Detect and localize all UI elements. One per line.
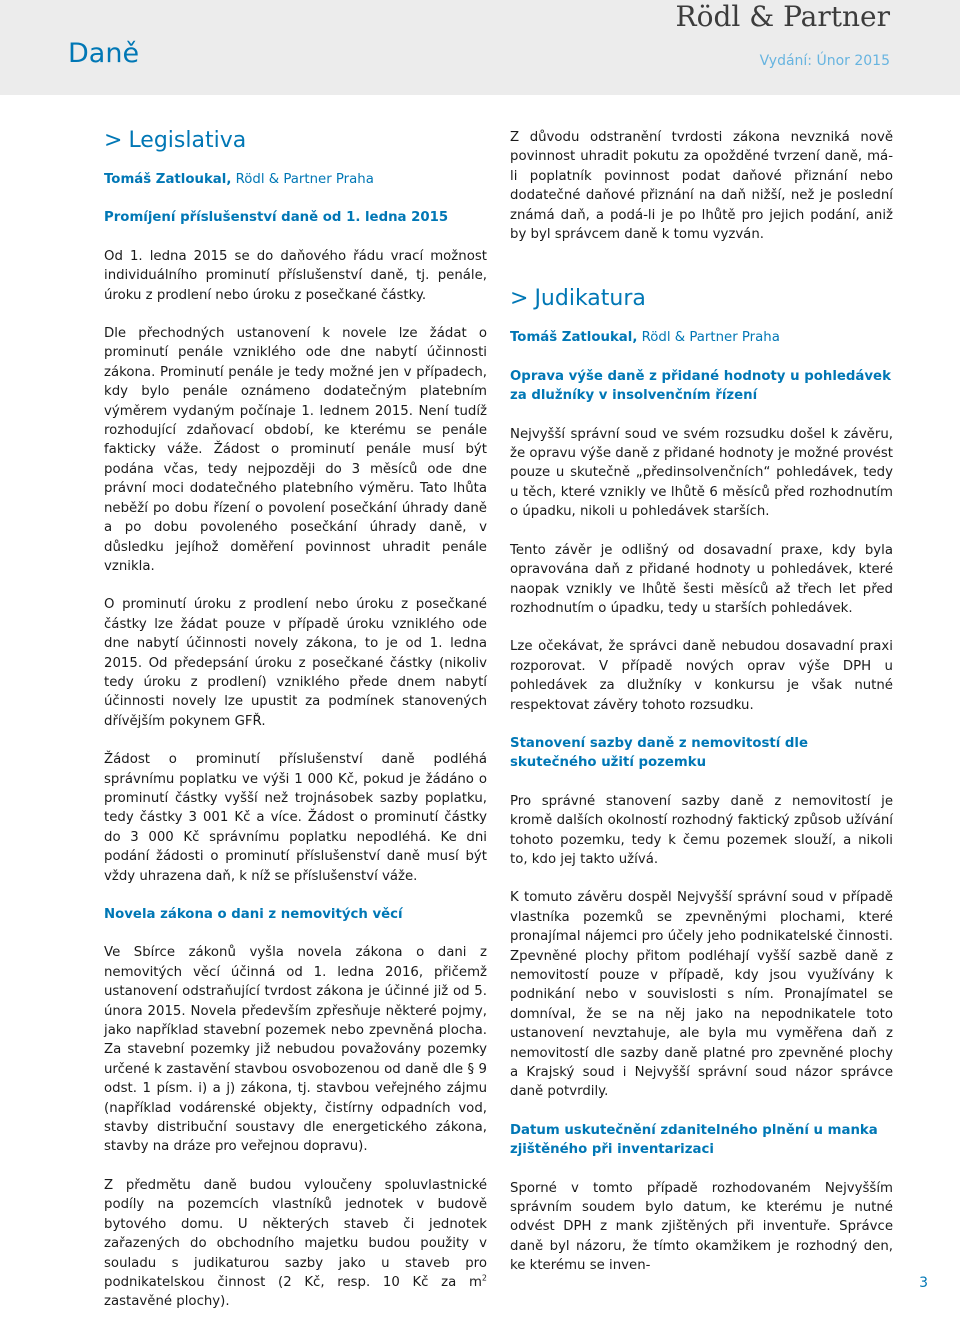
left-column bbox=[104, 128, 487, 1331]
paragraph: Ve Sbírce zákonů vyšla novela zákona o dani z nemovitých věcí účinná od 1. ledna 2016, přičemž ustanovení odstraňující tvrdost zákona je účinné již od 5. února 2015. Novela především zpřesňuje některé pojmy, jako například stavební pozemek nebo zpevněná plocha. Za stavební pozemky již nebudou považovány pozemky určené k zastavění stavbou osvobozenou od daně dle § 9 odst. 1 písm. i) a j) zákona, tj. stavbou veřejného zájmu (například vodárenské objekty, čistírny odpadních vod, stavby distribuční soustavy dle energetického zákona, stavby na dráze pro veřejnou dopravu). bbox=[104, 945, 487, 1155]
subheading: Novela zákona o dani z nemovitých věcí bbox=[104, 907, 403, 922]
heading-text: Judikatura bbox=[534, 286, 646, 312]
heading-text: Legislativa bbox=[128, 128, 247, 153]
paragraph: Nejvyšší správní soud ve svém rozsudku došel k závěru, že opravu výše daně z přidané hodnoty je možné provést pouze u skutečně „předinsolvenčních“ pohledávek, tedy u těch, které vznikly ve lhůtě 6 měsíců před rozhodnutím o úpadku, nikoli u pohledávek starších. bbox=[510, 426, 893, 520]
heading-marker: > bbox=[104, 128, 123, 153]
author-line bbox=[510, 328, 893, 347]
paragraph: Z důvodu odstranění tvrdosti zákona nevzniká nově povinnost uhradit pokutu za opožděné tvrzení daně, má-li poplatník povinnost podat daňové přiznání nebo dodatečné daňové přiznání na daň nižší, než je poslední známá daň, a podá-li je po lhůtě pro jejich podání, aniž by byl správcem daně k tomu vyzván. bbox=[510, 130, 893, 243]
subheading: Stanovení sazby daně z nemovitostí dle skutečného užití pozemku bbox=[510, 735, 809, 771]
paragraph: Žádost o prominutí příslušenství daně podléhá správnímu poplatku ve výši 1 000 Kč, pokud je žádáno o prominutí částky vyšší než trojnásobek sazby poplatku, tedy částky 3 001 Kč a více. Žádost o prominutí částky do 3 000 Kč správnímu poplatku nepodléhá. Ke dni podání žádosti o prominutí příslušenství daně musí být vždy uhrazena daň, k níž se příslušenství váže. bbox=[104, 752, 487, 884]
page-number: 3 bbox=[919, 1275, 928, 1291]
author-org: Rödl & Partner Praha bbox=[235, 172, 374, 187]
brand-logo: Rödl & Partner bbox=[675, 0, 890, 33]
heading-marker: > bbox=[510, 286, 529, 312]
author-org: Rödl & Partner Praha bbox=[641, 330, 780, 346]
author-name: Tomáš Zatloukal, bbox=[510, 330, 638, 346]
author-line bbox=[104, 170, 487, 189]
paragraph: Dle přechodných ustanovení k novele lze žádat o prominutí penále vzniklého ode dne nabytí účinnosti zákona. Prominutí penále je tedy možné jen v případech, kdy bylo penále oznámeno dodatečným platebním výměrem vydaným počínaje 1. lednem 2015. Není tudíž rozhodující zdaňovací období, ke kterému se penále fakticky váže. Žádost o prominutí penále musí být podána včas, tedy nejpozději do 3 měsíců ode dne právní moci dodatečného platebního výměru. Tato lhůta neběží po dobu řízení o povolení posečkání úhrady daně a po dobu povoleného posečkání úhrady daně, v důsledku jejíhož doměření povinnost uhradit penále vznikla. bbox=[104, 326, 487, 574]
paragraph-text: zastavěné plochy). bbox=[104, 1294, 230, 1310]
paragraph: Sporné v tomto případě rozhodovaném Nejvyšším správním soudem bylo datum, ke kterému je nutné odvést DPH z mank zjištěných při inventuře. Správce daně byl názoru, že tímto okamžikem je rozhodný den, ke kterému se inven- bbox=[510, 1180, 893, 1274]
superscript: 2 bbox=[481, 1273, 487, 1283]
paragraph: Pro správné stanovení sazby daně z nemovitostí je kromě dalších okolností rozhodný faktický způsob užívání tohoto pozemku, tedy k čemu pozemek slouží, a nikoli to, kdo jej takto užívá. bbox=[510, 793, 893, 867]
paragraph-text: Z předmětu daně budou vyloučeny spoluvlastnické podíly na pozemcích vlastníků jednotek v budově bytového domu. U některých staveb či jednotek zařazených do obchodního majetku budou použity v souladu s judikaturou sazby jako u staveb pro podnikatelskou činnost (2 Kč, resp. 10 Kč za m bbox=[104, 1177, 487, 1290]
legislativa-heading bbox=[104, 128, 487, 154]
right-column bbox=[510, 128, 893, 1295]
issue-date: Vydání: Únor 2015 bbox=[759, 53, 890, 69]
judikatura-heading bbox=[510, 286, 893, 312]
subheading: Promíjení příslušenství daně od 1. ledna 2015 bbox=[104, 210, 449, 226]
page-header bbox=[0, 0, 960, 95]
subheading: Oprava výše daně z přidané hodnoty u pohledávek za dlužníky v insolvenčním řízení bbox=[510, 368, 891, 404]
paragraph: Lze očekávat, že správci daně nebudou dosavadní praxi rozporovat. V případě nových oprav výše DPH u pohledávek za dlužníky v konkursu je však nutné respektovat závěry tohoto rozsudku. bbox=[510, 639, 893, 713]
paragraph bbox=[104, 1176, 487, 1312]
subheading: Datum uskutečnění zdanitelného plnění u manka zjištěného při inventarizaci bbox=[510, 1122, 878, 1158]
paragraph: K tomuto závěru dospěl Nejvyšší správní soud v případě vlastníka pozemků se zpevněnými plochami, které pronajímal nájemci pro účely jeho podnikatelské činnosti. Zpevněné plochy přitom podléhají vyšší sazbě daně z nemovitostí pouze v případě, kdy jsou využívány k podnikání nebo v souvislosti s ním. Pronajímatel se domníval, že se na něj jako na nepodnikatele toto ustanovení nevztahuje, ale byla mu vyměřena daň z nemovitostí dle sazby daně platné pro zpevněné plochy a Krajský soud i Nejvyšší správní soud názor správce daně potvrdily. bbox=[510, 890, 893, 1100]
paragraph: Od 1. ledna 2015 se do daňového řádu vrací možnost individuálního prominutí příslušenství daně, tj. penále, úroku z prodlení nebo úroku z posečkané částky. bbox=[104, 248, 487, 303]
paragraph: Tento závěr je odlišný od dosavadní praxe, kdy byla opravována daň z přidané hodnoty u pohledávek, které naopak vznikly ve lhůtě šesti měsíců až třech let před rozhodnutím o úpadku, tedy u starších pohledávek. bbox=[510, 542, 893, 616]
paragraph: O prominutí úroku z prodlení nebo úroku z posečkané částky lze žádat pouze v případě úroku vzniklého ode dne nabytí účinnosti novely zákona, to je od 1. ledna 2015. Od předepsání úroku z posečkané částky (nikoliv tedy úroku z prodlení) vzniklého přede dnem nabytí účinnosti novely lze upustit za podmínek stanovených dřívějším pokynem GFŘ. bbox=[104, 597, 487, 729]
author-name: Tomáš Zatloukal, bbox=[104, 172, 232, 187]
section-title: Daně bbox=[68, 38, 140, 69]
